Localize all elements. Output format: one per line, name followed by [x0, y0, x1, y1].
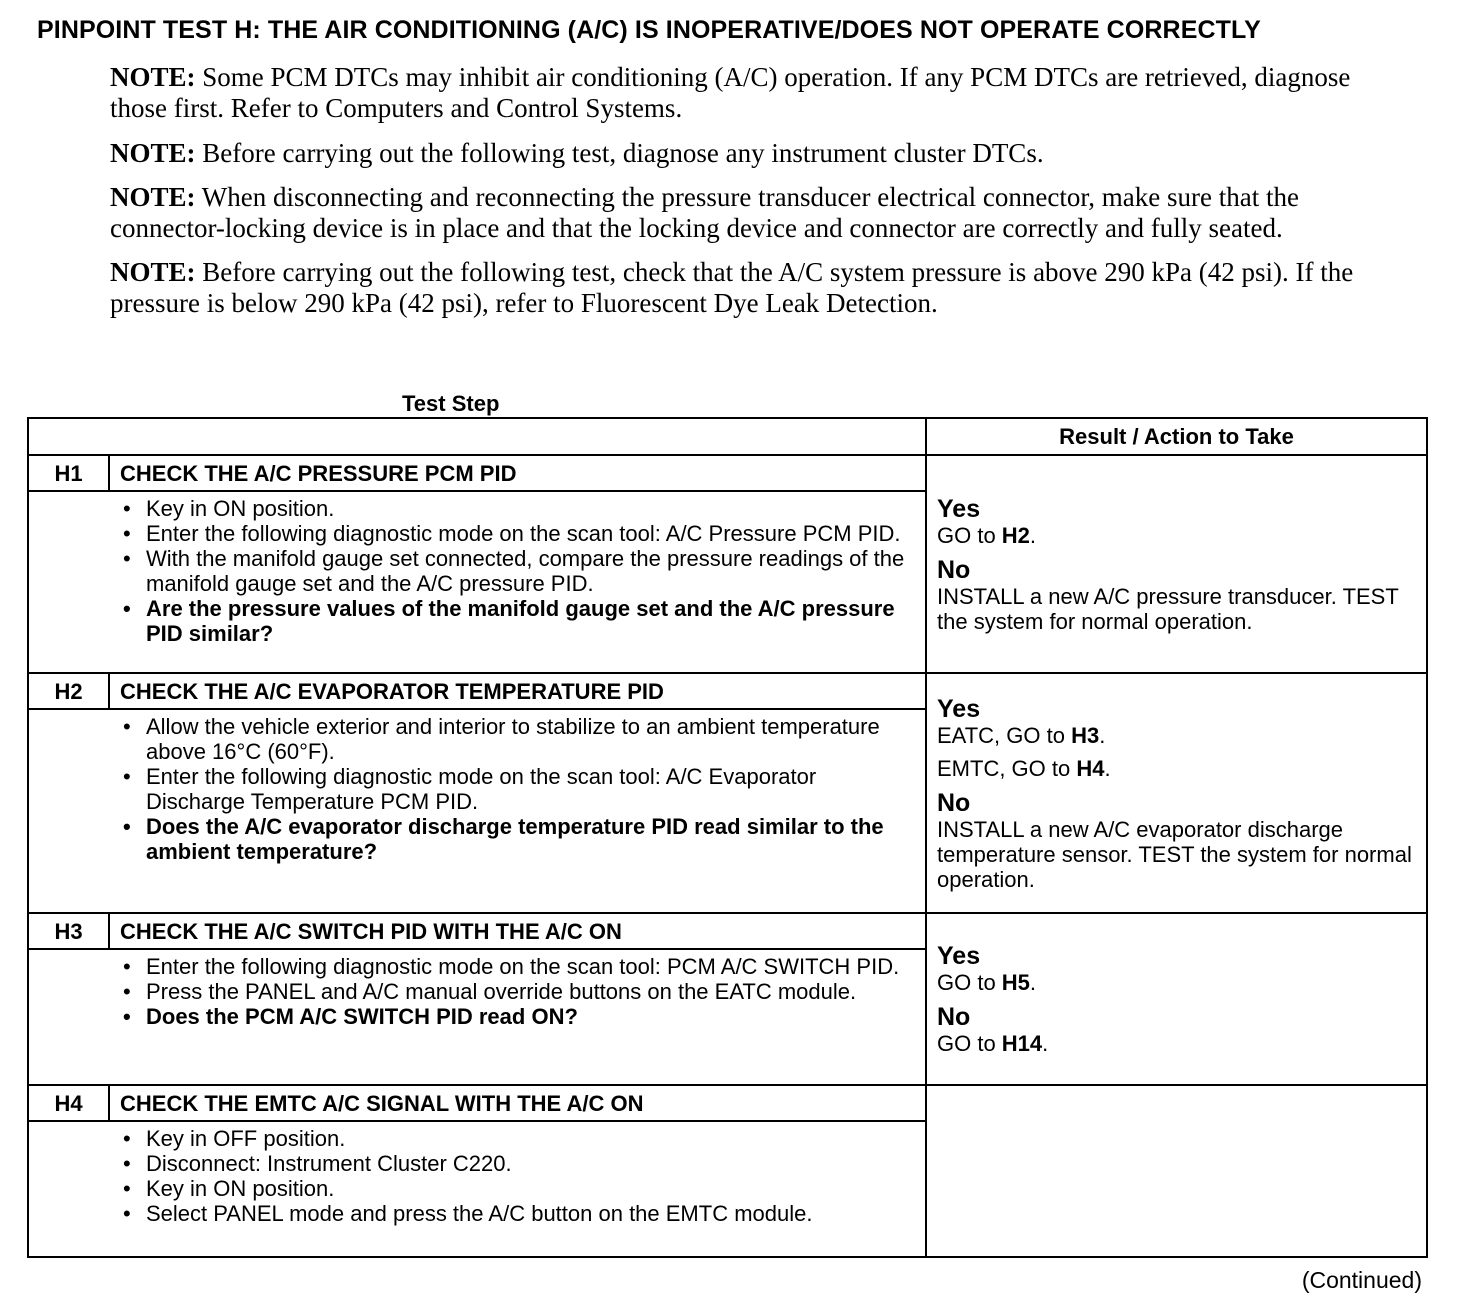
notes-section: [110, 62, 1360, 319]
yes-action-emtc: EMTC, GO to H4.: [937, 755, 1111, 781]
step-link: H4: [1076, 755, 1105, 781]
test-step-column-header: Test Step: [402, 391, 500, 416]
step-h4-title-row: [28, 1085, 1427, 1121]
step-h3-result: [926, 913, 1427, 1085]
list-item: • With the manifold gauge set connected, compare the pressure readings of the manifold gauge set and the A/C pressure PID.: [29, 546, 917, 596]
pinpoint-test-table: [27, 417, 1428, 1258]
step-id: H3: [28, 913, 109, 949]
yes-label: Yes: [937, 694, 981, 723]
list-item: • Disconnect: Instrument Cluster C220.: [29, 1151, 917, 1176]
step-question: • Are the pressure values of the manifold gauge set and the A/C pressure PID similar?: [29, 596, 917, 646]
step-id: H4: [28, 1085, 109, 1121]
yes-label: Yes: [937, 942, 981, 970]
step-link: H5: [1001, 970, 1030, 995]
note-text: Before carrying out the following test, diagnose any instrument cluster DTCs.: [195, 138, 1044, 168]
list-item: • Allow the vehicle exterior and interior to stabilize to an ambient temperature above 16°C (60°F).: [29, 714, 917, 764]
step-question: • Does the A/C evaporator discharge temperature PID read similar to the ambient temperature?: [29, 814, 917, 864]
yes-action: GO to H5.: [937, 970, 1037, 995]
test-step-header-cell: [28, 418, 926, 455]
step-h3-title-row: [28, 913, 1427, 949]
step-title: CHECK THE A/C EVAPORATOR TEMPERATURE PID: [109, 673, 926, 709]
table-header-row: [28, 418, 1427, 455]
continued-label: (Continued): [1301, 1267, 1422, 1293]
step-bullets: [43, 496, 917, 646]
step-h1-body: [28, 491, 926, 673]
step-link: H14: [1001, 1031, 1043, 1056]
step-h2-title-row: [28, 673, 1427, 709]
step-h4-result: [926, 1085, 1427, 1257]
step-title: CHECK THE A/C SWITCH PID WITH THE A/C ON: [109, 913, 926, 949]
yes-action-eatc: EATC, GO to H3.: [937, 722, 1106, 748]
note-4: [110, 257, 1360, 319]
yes-label: Yes: [937, 494, 981, 523]
step-h2-body: [28, 709, 926, 913]
step-bullets: [43, 1126, 917, 1226]
note-label: NOTE:: [110, 182, 196, 212]
list-item: • Enter the following diagnostic mode on the scan tool: A/C Evaporator Discharge Temperature PCM PID.: [29, 764, 917, 814]
list-item: • Enter the following diagnostic mode on the scan tool: PCM A/C SWITCH PID.: [29, 954, 917, 979]
step-title: CHECK THE A/C PRESSURE PCM PID: [109, 455, 926, 491]
step-link: H3: [1071, 722, 1100, 748]
list-item: • Enter the following diagnostic mode on the scan tool: A/C Pressure PCM PID.: [29, 521, 917, 546]
step-bullets: [43, 954, 917, 1029]
note-label: NOTE:: [110, 62, 196, 92]
step-link: H2: [1001, 522, 1030, 548]
step-question: • Does the PCM A/C SWITCH PID read ON?: [29, 1004, 917, 1029]
step-h1-result: [926, 455, 1427, 673]
step-h1-title-row: [28, 455, 1427, 491]
yes-action: GO to H2.: [937, 522, 1037, 548]
step-id: H1: [28, 455, 109, 491]
note-1: [110, 62, 1360, 124]
list-item: • Key in ON position.: [29, 496, 917, 521]
note-text: Before carrying out the following test, check that the A/C system pressure is above 290 kPa (42 psi). If the pressure is below 290 kPa (42 psi), refer to Fluorescent Dye Leak Detection.: [110, 257, 1354, 318]
note-3: [110, 182, 1360, 244]
page-title: PINPOINT TEST H: THE AIR CONDITIONING (A/C) IS INOPERATIVE/DOES NOT OPERATE CORRECTLY: [37, 16, 1261, 44]
note-label: NOTE:: [110, 257, 196, 287]
no-label: No: [937, 1003, 971, 1031]
note-text: When disconnecting and reconnecting the pressure transducer electrical connector, make sure that the connector-locking device is in place and that the locking device and connector are correctly and fully seated.: [110, 182, 1299, 243]
no-action: INSTALL a new A/C evaporator discharge temperature sensor. TEST the system for normal operation.: [937, 816, 1412, 892]
result-action-header: Result / Action to Take: [926, 418, 1427, 455]
step-h3-body: [28, 949, 926, 1085]
list-item: • Key in ON position.: [29, 1176, 917, 1201]
step-h2-result: [926, 673, 1427, 913]
step-bullets: [43, 714, 917, 864]
list-item: • Press the PANEL and A/C manual override buttons on the EATC module.: [29, 979, 917, 1004]
no-label: No: [937, 555, 971, 584]
list-item: • Key in OFF position.: [29, 1126, 917, 1151]
step-h4-body: [28, 1121, 926, 1257]
list-item: • Select PANEL mode and press the A/C button on the EMTC module.: [29, 1201, 917, 1226]
note-2: [110, 138, 1360, 169]
step-title: CHECK THE EMTC A/C SIGNAL WITH THE A/C ON: [109, 1085, 926, 1121]
no-action: INSTALL a new A/C pressure transducer. TEST the system for normal operation.: [937, 583, 1399, 634]
no-action: GO to H14.: [937, 1031, 1049, 1056]
note-text: Some PCM DTCs may inhibit air conditioning (A/C) operation. If any PCM DTCs are retrieved, diagnose those first. Refer to Computers and Control Systems.: [110, 62, 1351, 123]
no-label: No: [937, 788, 971, 817]
note-label: NOTE:: [110, 138, 196, 168]
step-id: H2: [28, 673, 109, 709]
